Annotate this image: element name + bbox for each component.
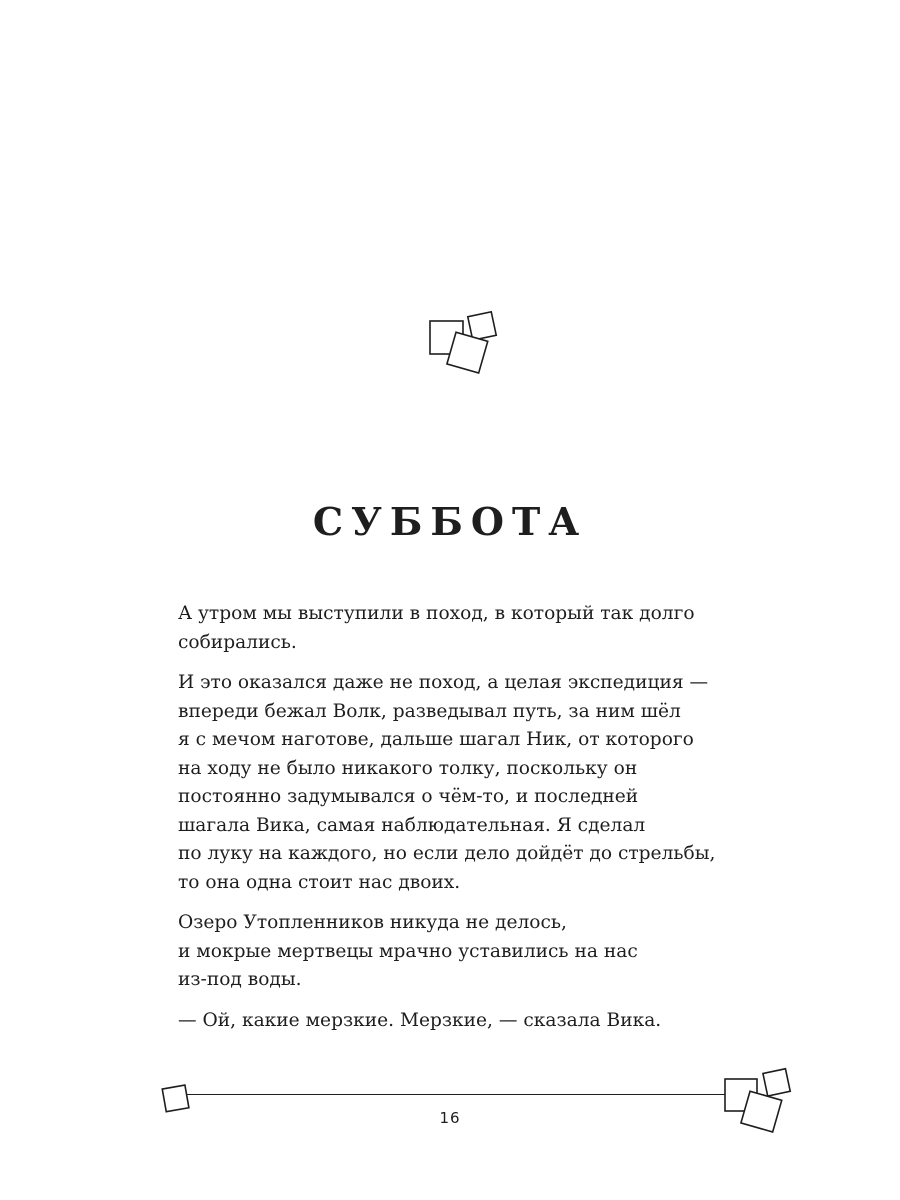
- page-number: 16: [439, 1109, 461, 1127]
- paragraph: Озеро Утопленников никуда не делось, и мокрые мертвецы мрачно уставились на нас из-под воды.: [178, 912, 638, 990]
- footer-divider: [186, 1094, 728, 1095]
- paragraph: А утром мы выступили в поход, в который так долго собирались.: [178, 603, 695, 653]
- paragraph: И это оказался даже не поход, а целая экспедиция — впереди бежал Волк, разведывал путь, за ним шёл я с мечом наготове, дальше шагал Ник, от которого на ходу не было никакого толку, поскольку он постоянно задумывался о чём-то, и последней шагала Вика, самая наблюдательная. Я сделал по луку на каждого, но если дело дойдёт до стрельбы, то она одна стоит нас двоих.: [178, 672, 716, 893]
- paragraph: — Ой, какие мерзкие. Мерзкие, — сказала Вика.: [178, 1009, 662, 1031]
- chapter-title: СУББОТА: [312, 499, 588, 544]
- overlapping-squares-icon: [420, 305, 510, 385]
- body-text: [178, 600, 798, 1047]
